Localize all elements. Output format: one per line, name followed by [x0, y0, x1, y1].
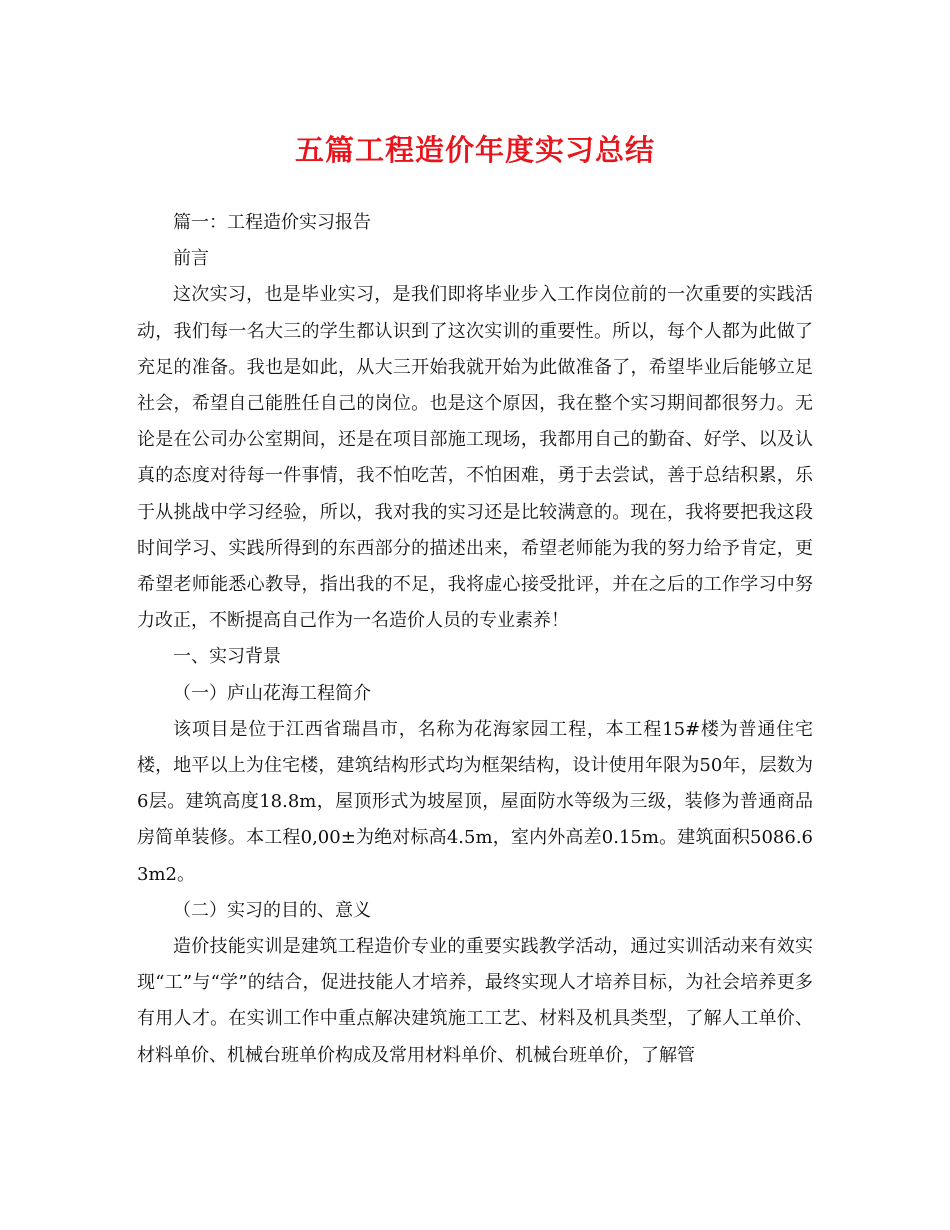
paragraph-project-heading: （一）庐山花海工程简介 [173, 682, 371, 704]
paragraph-preface-heading: 前言 [173, 248, 209, 270]
paragraph-preface-body: 这次实习，也是毕业实习，是我们即将毕业步入工作岗位前的一次重要的实践活动，我们每一名大三的学生都认识到了这次实训的重要性。所以，每个人都为此做了充足的准备。我也是如此，从大三开始我就开始为此做准备了，希望毕业后能够立足社会，希望自己能胜任自己的岗位。也是这个原因，我在整个实习期间都很努力。无论是在公司办公室期间，还是在项目部施工现场，我都用自己的勤奋、好学、以及认真的态度对待每一件事情，我不怕吃苦，不怕困难，勇于去尝试，善于总结积累，乐于从挑战中学习经验，所以，我对我的实习还是比较满意的。现在，我将要把我这段时间学习、实践所得到的东西部分的描述出来，希望老师能为我的努力给予肯定，更希望老师能悉心教导，指出我的不足，我将虚心接受批评，并在之后的工作学习中努力改正，不断提高自己作为一名造价人员的专业素养！ [137, 284, 813, 632]
document-title: 五篇工程造价年度实习总结 [294, 133, 655, 167]
paragraph-project-body: 该项目是位于江西省瑞昌市，名称为花海家园工程，本工程15#楼为普通住宅楼，地平以上为住宅楼，建筑结构形式均为框架结构，设计使用年限为50年，层数为6层。建筑高度18.8m，屋顶形式为坡屋顶，屋面防水等级为三级，装修为普通商品房简单装修。本工程0,00±为绝对标高4.5m，室内外高差0.15m。建筑面积5086.63m2。 [137, 718, 813, 885]
document-body [137, 205, 813, 1074]
paragraph-purpose-heading: （二）实习的目的、意义 [173, 899, 371, 921]
paragraph-section-heading: 篇一：工程造价实习报告 [173, 212, 371, 233]
paragraph-purpose-body: 造价技能实训是建筑工程造价专业的重要实践教学活动，通过实训活动来有效实现“工”与“学”的结合，促进技能人才培养，最终实现人才培养目标，为社会培养更多有用人才。在实训工作中重点解决建筑施工工艺、材料及机具类型，了解人工单价、材料单价、机械台班单价构成及常用材料单价、机械台班单价，了解管 [137, 936, 813, 1066]
paragraph-background-heading: 一、实习背景 [173, 646, 281, 668]
